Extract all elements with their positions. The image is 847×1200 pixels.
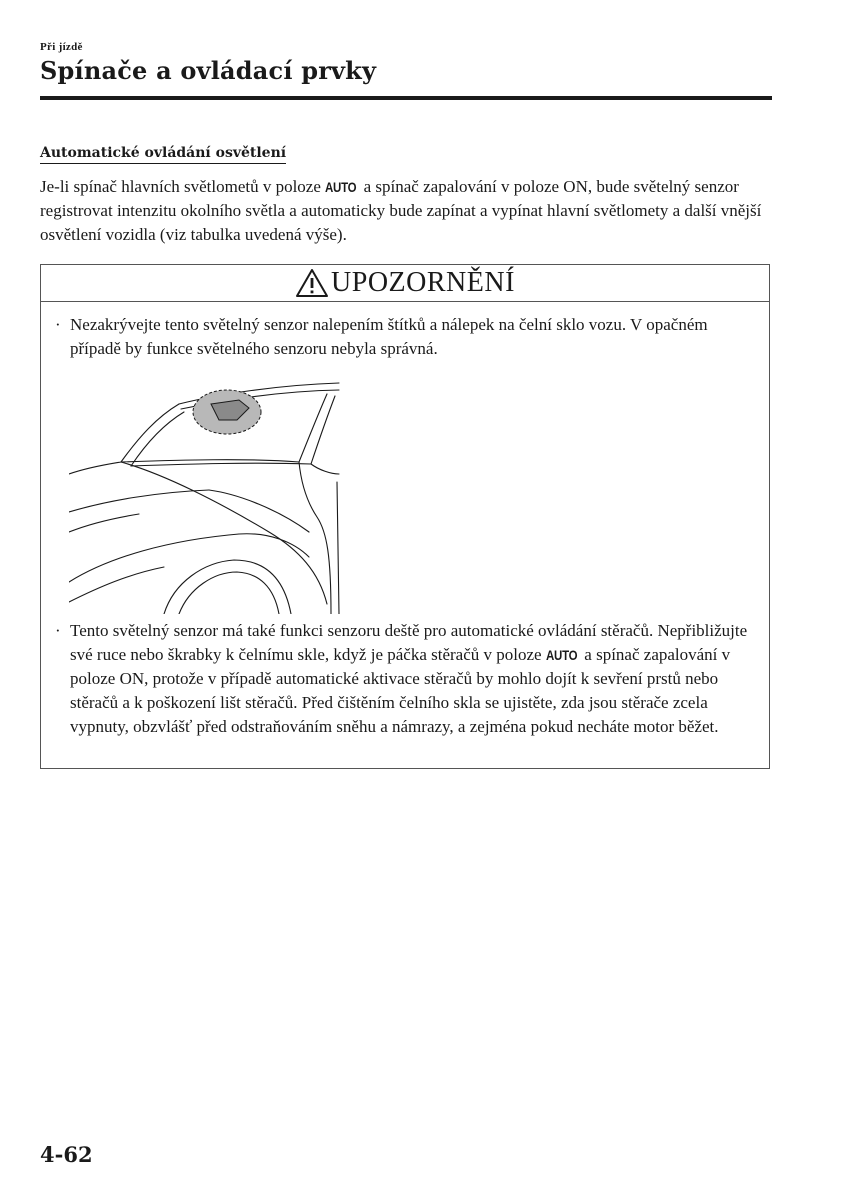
breadcrumb: Při jízdě [40,41,83,53]
bullet-marker: · [55,621,61,640]
intro-text-end: a spínač zapalování v poloze ON, bude světelný senzor registrovat intenzitu okolního světla a automaticky bude zapínat a vypínat hlavní světlomety a další vnější osvětlení vozidla (viz tabulka uvedená výše). [40,177,762,244]
section-heading: Automatické ovládání osvětlení [40,144,286,164]
warning-bullet-1 [55,313,755,361]
page-title: Spínače a ovládací prvky [40,56,377,85]
bullet-2-text [70,619,755,739]
intro-text-start: Je-li spínač hlavních světlometů v poloze [40,177,326,196]
auto-position-mark: AUTO [325,179,357,195]
auto-position-mark: AUTO [545,647,578,663]
bullet-2-text-start: Tento světelný senzor má také funkci senzoru deště pro automatické ovládání stěračů. Nepřibližujte své ruce nebo škrabky k čelnímu skle, když je páčka stěračů v poloze [70,621,748,664]
warning-box [40,264,770,769]
warning-triangle-icon [295,268,329,298]
bullet-2-text-end: a spínač zapalování v poloze ON, protože v případě automatické aktivace stěračů by mohlo dojít k sevření prstů nebo stěračů a k poškození lišt stěračů. Před čištěním čelního skla se ujistěte, zda jsou stěrače zcela vypnuty, obzvlášť před odstraňováním sněhu a námrazy, a zejména pokud necháte motor běžet. [70,645,731,736]
windshield-sensor-illustration [69,382,341,614]
bullet-marker: · [55,315,61,334]
intro-paragraph [40,175,780,247]
title-rule [40,96,772,100]
warning-title: UPOZORNĚNÍ [331,267,515,298]
warning-bullet-2 [55,619,755,739]
bullet-1-text: Nezakrývejte tento světelný senzor nalepením štítků a nálepek na čelní sklo vozu. V opačném případě by funkce světelného senzoru nebyla správná. [70,315,708,358]
page-number: 4-62 [40,1142,93,1167]
warning-header [41,265,769,302]
